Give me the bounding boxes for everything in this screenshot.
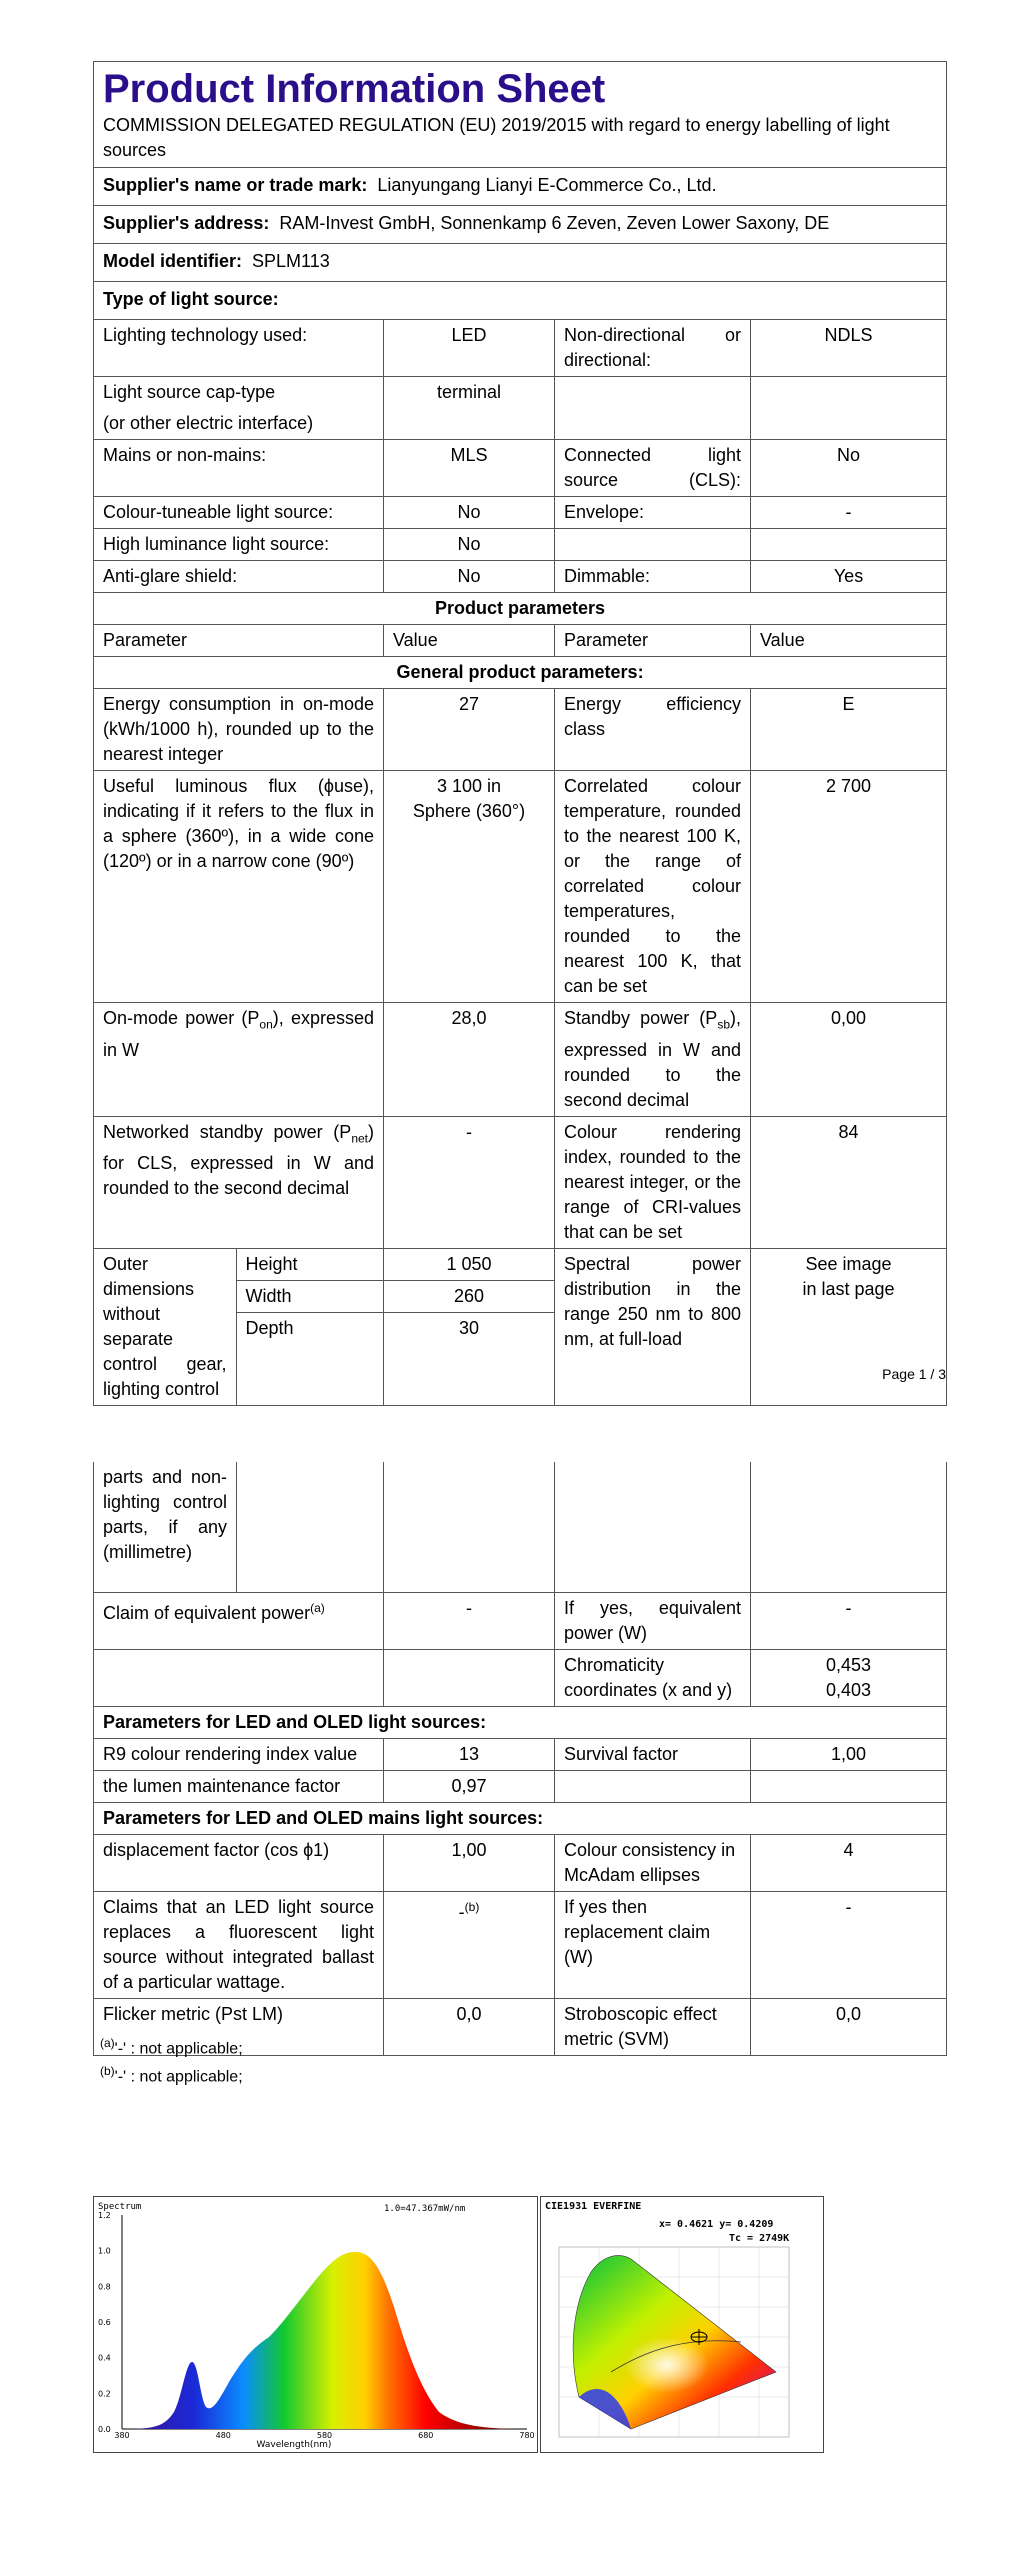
footnote-b (100, 2064, 243, 2086)
param-label: Standby power (P (564, 1008, 718, 1028)
row-on-mode-power (94, 1003, 947, 1117)
param-value: No (384, 561, 555, 593)
param-value: 1,00 (384, 1835, 555, 1892)
info-sheet-page-2 (93, 1462, 946, 2056)
model-label: Model identifier: (103, 251, 242, 271)
row-lumen-maintenance (94, 1771, 947, 1803)
spectrum-plot (94, 2197, 537, 2452)
param-label: Colour-tuneable light source: (94, 497, 384, 529)
param-value (751, 529, 947, 561)
param-value: No (384, 529, 555, 561)
supplier-name: Lianyungang Lianyi E-Commerce Co., Ltd. (377, 175, 717, 195)
param-label: On-mode power (P (103, 1008, 260, 1028)
param-value: - (384, 1116, 555, 1248)
param-value: - (458, 1902, 465, 1922)
spectrum-image (93, 2196, 538, 2453)
param-value: E (751, 689, 947, 771)
param-label: parts and non-lighting control parts, if any (millimetre) (94, 1462, 237, 1592)
dimension-value: 1 050 (384, 1249, 554, 1281)
column-header: Value (751, 625, 947, 657)
footnote-mark: (b) (100, 2064, 115, 2078)
param-value: 4 (751, 1835, 947, 1892)
row-equivalent-power (94, 1593, 947, 1650)
param-value: 3 100 in (436, 776, 502, 796)
spectrum-readout: 1.0=47.367mW/nm (384, 2204, 466, 2214)
row-dimensions-continued (94, 1462, 947, 1593)
dimension-value: 30 (458, 1317, 480, 1338)
page-number: Page 1 / 3 (882, 1366, 946, 1382)
param-label: Anti-glare shield: (94, 561, 384, 593)
footnote-text: : not applicable; (130, 2040, 243, 2058)
general-parameters-heading: General product parameters: (94, 657, 947, 689)
footnote-ref: (a) (310, 1601, 325, 1615)
y-tick-label: 0.6 (98, 2318, 111, 2327)
cie-title: CIE1931 EVERFINE (545, 2201, 642, 2212)
param-label: Lighting technology used: (94, 320, 384, 377)
param-value: 0,00 (751, 1003, 947, 1117)
param-label: Envelope: (555, 497, 751, 529)
row-chromaticity (94, 1650, 947, 1707)
param-value: NDLS (751, 320, 947, 377)
param-label: Networked standby power (P (103, 1121, 352, 1142)
param-label: Useful luminous flux (ϕuse), indicating if it refers to the flux in a sphere (360º), in a wide cone (120º) or in a narrow cone (90º) (94, 771, 384, 1003)
param-value: LED (384, 320, 555, 377)
dimension-label: Depth (245, 1317, 294, 1338)
param-label: Survival factor (555, 1739, 751, 1771)
param-value: No (384, 497, 555, 529)
param-label: (or other electric interface) (103, 413, 314, 433)
param-value: 0,403 (825, 1680, 872, 1700)
param-label: If yes then replacement claim (W) (555, 1892, 751, 1999)
spectrum-title: Spectrum (98, 2202, 142, 2212)
param-value: See image (805, 1253, 892, 1274)
product-parameters-heading: Product parameters (94, 593, 947, 625)
row-cap-type (94, 377, 947, 440)
param-label: If yes, equivalent power (W) (555, 1593, 751, 1650)
supplier-address-label: Supplier's address: (103, 213, 270, 233)
dimension-label: Height (236, 1249, 383, 1281)
param-label: Stroboscopic effect metric (SVM) (555, 1999, 751, 2056)
column-header-row (94, 625, 947, 657)
param-label: Outer dimensions without separate control gear, lighting control (94, 1249, 236, 1405)
y-tick-label: 0.0 (98, 2425, 111, 2434)
info-sheet-page-1 (93, 61, 946, 1406)
subscript: on (259, 1017, 273, 1032)
footnote-dash: '-' (114, 2068, 127, 2086)
x-tick-label: 480 (215, 2431, 231, 2440)
param-label: High luminance light source: (94, 529, 384, 561)
cie-coords: x= 0.4621 y= 0.4209 (659, 2219, 774, 2230)
param-value (751, 377, 947, 440)
param-label: ), expressed in W (103, 1008, 375, 1060)
param-value: 28,0 (384, 1003, 555, 1117)
param-label: Spectral power distribution in the range 250 nm to 800 nm, at full-load (555, 1248, 751, 1405)
param-value: 0,453 (825, 1655, 872, 1675)
footnote-ref: (b) (464, 1900, 480, 1914)
param-value: Sphere (360°) (412, 801, 526, 821)
param-label: Connected light source (CLS): (555, 440, 751, 497)
dimension-value: 260 (384, 1280, 554, 1312)
column-header: Parameter (555, 625, 751, 657)
param-value: MLS (384, 440, 555, 497)
model-identifier: SPLM113 (252, 251, 330, 271)
param-value: 2 700 (751, 771, 947, 1003)
led-mains-parameters-heading: Parameters for LED and OLED mains light sources: (94, 1803, 947, 1835)
row-energy-consumption (94, 689, 947, 771)
param-value: - (751, 497, 947, 529)
spectrum-curve (122, 2252, 527, 2429)
x-tick-label: 780 (519, 2431, 535, 2440)
param-label: Mains or non-mains: (94, 440, 384, 497)
supplier-name-label: Supplier's name or trade mark: (103, 175, 368, 195)
param-value: in last page (802, 1278, 895, 1299)
param-value: 1,00 (751, 1739, 947, 1771)
param-value: No (751, 440, 947, 497)
x-tick-label: 680 (418, 2431, 434, 2440)
supplier-address: RAM-Invest GmbH, Sonnenkamp 6 Zeven, Zeven Lower Saxony, DE (279, 213, 830, 233)
y-tick-label: 1.0 (98, 2246, 111, 2256)
dimension-label: Width (236, 1280, 383, 1312)
row-displacement (94, 1835, 947, 1892)
row-luminous-flux (94, 771, 947, 1003)
param-value: 0,0 (384, 1999, 555, 2056)
y-tick-label: 0.4 (98, 2353, 111, 2363)
param-label: Colour rendering index, rounded to the nearest integer, or the range of CRI-values that can be set (555, 1116, 751, 1248)
row-lighting-technology (94, 320, 947, 377)
column-header: Value (384, 625, 555, 657)
column-header: Parameter (94, 625, 384, 657)
param-label (555, 529, 751, 561)
row-dimensions (94, 1248, 947, 1405)
y-tick-label: 1.2 (98, 2211, 111, 2220)
light-source-heading: Type of light source: (94, 282, 947, 320)
row-fluorescent-claim (94, 1892, 947, 1999)
x-tick-label: 580 (316, 2431, 333, 2440)
row-r9 (94, 1739, 947, 1771)
param-label: ) for CLS, expressed in W and rounded to the second decimal (103, 1121, 374, 1199)
param-label: Energy efficiency class (555, 689, 751, 771)
param-label: displacement factor (cos ϕ1) (94, 1835, 384, 1892)
row-colour-tuneable (94, 497, 947, 529)
page-title: Product Information Sheet (103, 67, 606, 111)
param-label: Correlated colour temperature, rounded to the nearest 100 K, or the range of correlated colour temperatures, rounded to the nearest 100 K, that can be set (555, 771, 751, 1003)
param-label: Colour consistency in McAdam ellipses (555, 1835, 751, 1892)
param-value: 0,97 (384, 1771, 555, 1803)
param-label: Chromaticity coordinates (x and y) (555, 1650, 751, 1707)
cie-tc: Tc = 2749K (729, 2233, 790, 2244)
param-value: terminal (384, 377, 555, 440)
param-label (555, 377, 751, 440)
param-label: Claim of equivalent power (103, 1603, 311, 1623)
param-value: - (384, 1593, 555, 1650)
row-anti-glare (94, 561, 947, 593)
param-value: 0,0 (751, 1999, 947, 2056)
param-label: R9 colour rendering index value (94, 1739, 384, 1771)
subscript: net (351, 1131, 368, 1146)
param-label: Flicker metric (Pst LM) (94, 1999, 384, 2056)
param-label: Claims that an LED light source replaces a fluorescent light source without integrated ballast of a particular wattage. (94, 1892, 384, 1999)
param-label: Light source cap-type (103, 382, 276, 402)
row-high-luminance (94, 529, 947, 561)
param-label: Non-directional or directional: (555, 320, 751, 377)
x-tick-label: 380 (114, 2431, 130, 2440)
param-label: Dimmable: (555, 561, 751, 593)
y-tick-label: 0.2 (98, 2389, 111, 2399)
footnote-mark: (a) (100, 2036, 115, 2050)
footnote-a (100, 2036, 243, 2058)
param-value: - (751, 1593, 947, 1650)
y-tick-label: 0.8 (98, 2282, 111, 2292)
param-value: Yes (751, 561, 947, 593)
param-value: 84 (751, 1116, 947, 1248)
subscript: sb (717, 1017, 730, 1032)
param-label: ), expressed in W and rounded to the second decimal (564, 1008, 741, 1110)
led-parameters-heading: Parameters for LED and OLED light sources: (94, 1707, 947, 1739)
param-value: 13 (384, 1739, 555, 1771)
cie-plot (541, 2197, 823, 2452)
cie-image (540, 2196, 824, 2453)
param-value: - (751, 1892, 947, 1999)
param-label: the lumen maintenance factor (94, 1771, 384, 1803)
footnote-text: : not applicable; (130, 2068, 243, 2086)
param-value: 27 (384, 689, 555, 771)
param-label: Energy consumption in on-mode (kWh/1000 h), rounded up to the nearest integer (94, 689, 384, 771)
footnote-dash: '-' (114, 2040, 127, 2058)
row-mains (94, 440, 947, 497)
row-networked-standby (94, 1116, 947, 1248)
spectrum-xlabel: Wavelength(nm) (256, 2440, 332, 2450)
regulation-text: COMMISSION DELEGATED REGULATION (EU) 2019/2015 with regard to energy labelling of light sources (103, 115, 890, 160)
